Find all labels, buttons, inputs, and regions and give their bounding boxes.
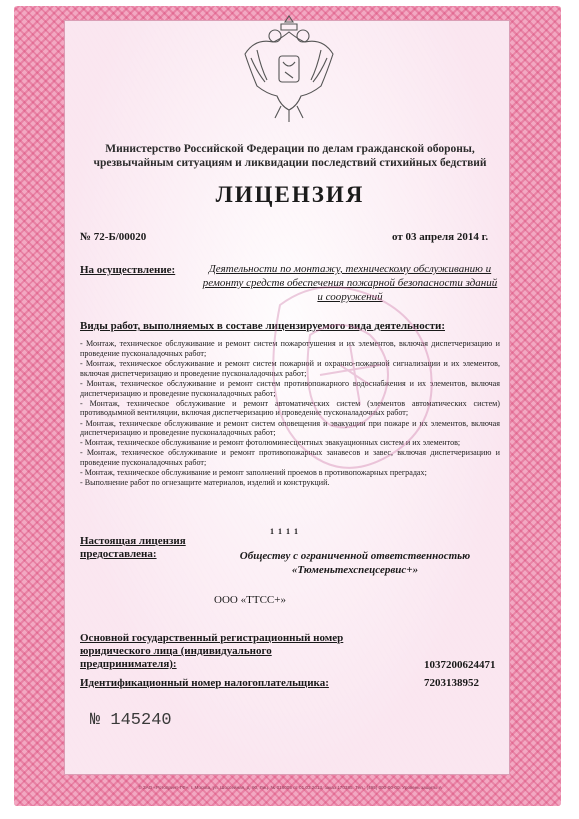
works-header: Виды работ, выполняемых в составе лицензируемого вида деятельности:: [80, 320, 445, 332]
list-item: - Монтаж, техническое обслуживание и ремонт систем пожаротушения и их элементов, включая диспетчеризацию и проведение пусконаладочных работ;: [80, 339, 500, 358]
list-item: - Монтаж, техническое обслуживание и ремонт фотолюминесцентных эвакуационных систем и их элементов;: [80, 438, 461, 448]
list-item: - Монтаж, техническое обслуживание и ремонт систем оповещения и эвакуации при пожаре и их элементов, включая диспетчеризацию и проведение пусконаладочных работ;: [80, 418, 500, 438]
list-item: - Монтаж, техническое обслуживание и ремонт противопожарных занавесов и завес, включая диспетчеризацию и проведение пусконаладочных работ;: [80, 448, 500, 468]
ogrn-value: 1037200624471: [424, 659, 496, 671]
ogrn-label: Основной государственный регистрационный номер юридического лица (индивидуального предпринимателя):: [80, 632, 344, 670]
licensee-label: Настоящая лицензия предоставлена:: [80, 535, 186, 560]
license-number: № 72-Б/00020: [80, 231, 147, 243]
licensee-short-name: ООО «ТТСС+»: [214, 594, 286, 606]
inn-value: 7203138952: [424, 677, 479, 689]
document-title: ЛИЦЕНЗИЯ: [215, 182, 365, 207]
inn-label: Идентификационный номер налогоплательщика:: [80, 677, 329, 689]
list-item: - Монтаж, техническое обслуживание и ремонт систем противопожарного водоснабжения и их элементов, включая диспетчеризацию и проведение пусконаладочных работ;: [80, 378, 500, 398]
list-item: - Монтаж, техническое обслуживание и ремонт систем пожарной и охранно-пожарной сигнализации и их элементов, включая диспетчеризацию и проведение пусконаладочных работ;: [80, 358, 500, 378]
activity-label: На осуществление:: [80, 264, 176, 276]
ministry-name: Министерство Российской Федерации по делам гражданской обороны, чрезвычайным ситуациям и ликвидации последствий стихийных бедствий: [93, 143, 487, 169]
licensee-name: Обществу с ограниченной ответственностью «Тюменьтехспецсервис+»: [239, 550, 471, 576]
activity-description: Деятельности по монтажу, техническому обслуживанию и ремонту средств обеспечения пожарной безопасности зданий и сооружений: [202, 263, 498, 303]
list-item: - Монтаж, техническое обслуживание и ремонт заполнений проемов в противопожарных преградах;: [80, 468, 427, 478]
coat-of-arms-icon: [237, 10, 342, 125]
license-date: от 03 апреля 2014 г.: [392, 231, 489, 243]
form-serial-number: № 145240: [90, 711, 172, 730]
list-item: - Монтаж, техническое обслуживание и ремонт автоматических систем (элементов автоматических систем) противодымной вентиляции, включая диспетчеризацию и проведение пусконаладочных работ;: [80, 398, 500, 418]
list-item: - Выполнение работ по огнезащите материалов, изделий и конструкций.: [80, 478, 330, 488]
works-list: [80, 339, 500, 488]
list-end-mark: 1 1 1 1: [270, 527, 299, 536]
printer-imprint: © ЗАО «Ротопринт-ГФ», г. Москва, ул. Шоссейная, д. 90, Лиц. № 016005 от 01.03.2013, заказ 170385. Тел.: (495) 000-00-00. Уровень защиты А: [138, 785, 442, 790]
